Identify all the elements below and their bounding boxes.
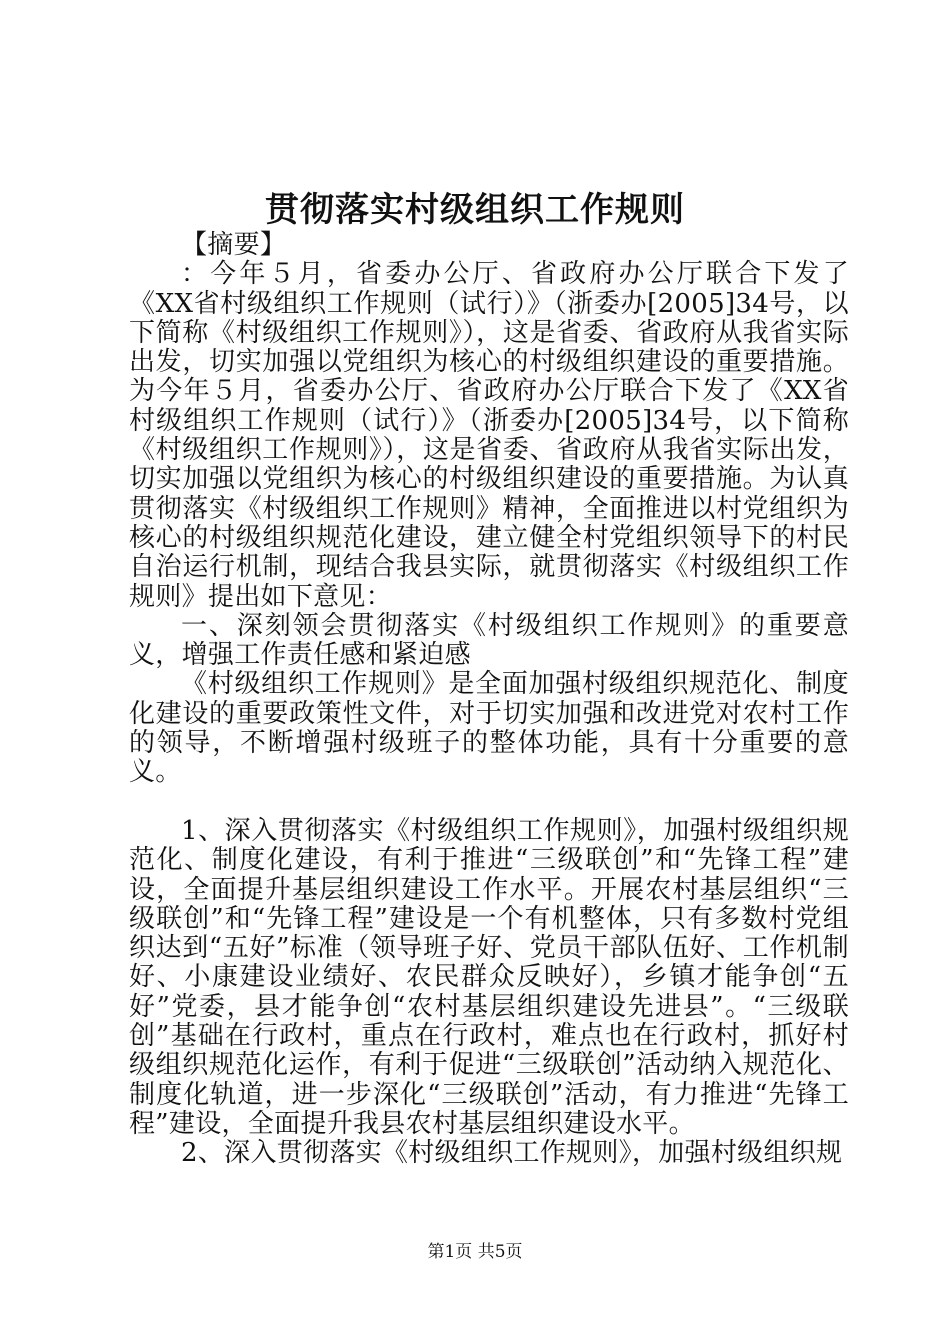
section-heading-1: 一、深刻领会贯彻落实《村级组织工作规则》的重要意义，增强工作责任感和紧迫感: [129, 610, 849, 671]
paragraph-abstract: ：今年５月，省委办公厅、省政府办公厅联合下发了《XX省村级组织工作规则（试行）》（浙委办[2005]34号，以下简称《村级组织工作规则》），这是省委、省政府从我省实际出发，切实加强以党组织为核心的村级组织建设的重要措施。为今年５月，省委办公厅、省政府办公厅联合下发了《XX省村级组织工作规则（试行）》（浙委办[2005]34号，以下简称《村级组织工作规则》），这是省委、省政府从我省实际出发，切实加强以党组织为核心的村级组织建设的重要措施。为认真贯彻落实《村级组织工作规则》精神，全面推进以村党组织为核心的村级组织规范化建设，建立健全村党组织领导下的村民自治运行机制，现结合我县实际，就贯彻落实《村级组织工作规则》提出如下意见：: [129, 259, 849, 612]
paragraph: 1、深入贯彻落实《村级组织工作规则》，加强村级组织规范化、制度化建设，有利于推进“三级联创”和“先锋工程”建设，全面提升基层组织建设工作水平。开展农村基层组织“三级联创”和“先锋工程”建设是一个有机整体，只有多数村党组织达到“五好”标准（领导班子好、党员干部队伍好、工作机制好、小康建设业绩好、农民群众反映好），乡镇才能争创“五好”党委，县才能争创“农村基层组织建设先进县”。“三级联创”基础在行政村，重点在行政村，难点也在行政村，抓好村级组织规范化运作，有利于促进“三级联创”活动纳入规范化、制度化轨道，进一步深化“三级联创”活动，有力推进“先锋工程”建设，全面提升我县农村基层组织建设水平。: [129, 815, 849, 1139]
paragraph: 《村级组织工作规则》是全面加强村级组织规范化、制度化建设的重要政策性文件，对于切实加强和改进党对农村工作的领导，不断增强村级班子的整体功能，具有十分重要的意义。: [129, 669, 849, 788]
document-body: [129, 231, 849, 1169]
document-title: 贯彻落实村级组织工作规则: [265, 190, 685, 230]
abstract-label: 【摘要】: [181, 230, 287, 260]
paragraph-spacer: [129, 788, 849, 817]
page-footer: 第1页 共5页: [427, 1242, 523, 1262]
paragraph: 2、深入贯彻落实《村级组织工作规则》，加强村级组织规: [181, 1138, 843, 1169]
